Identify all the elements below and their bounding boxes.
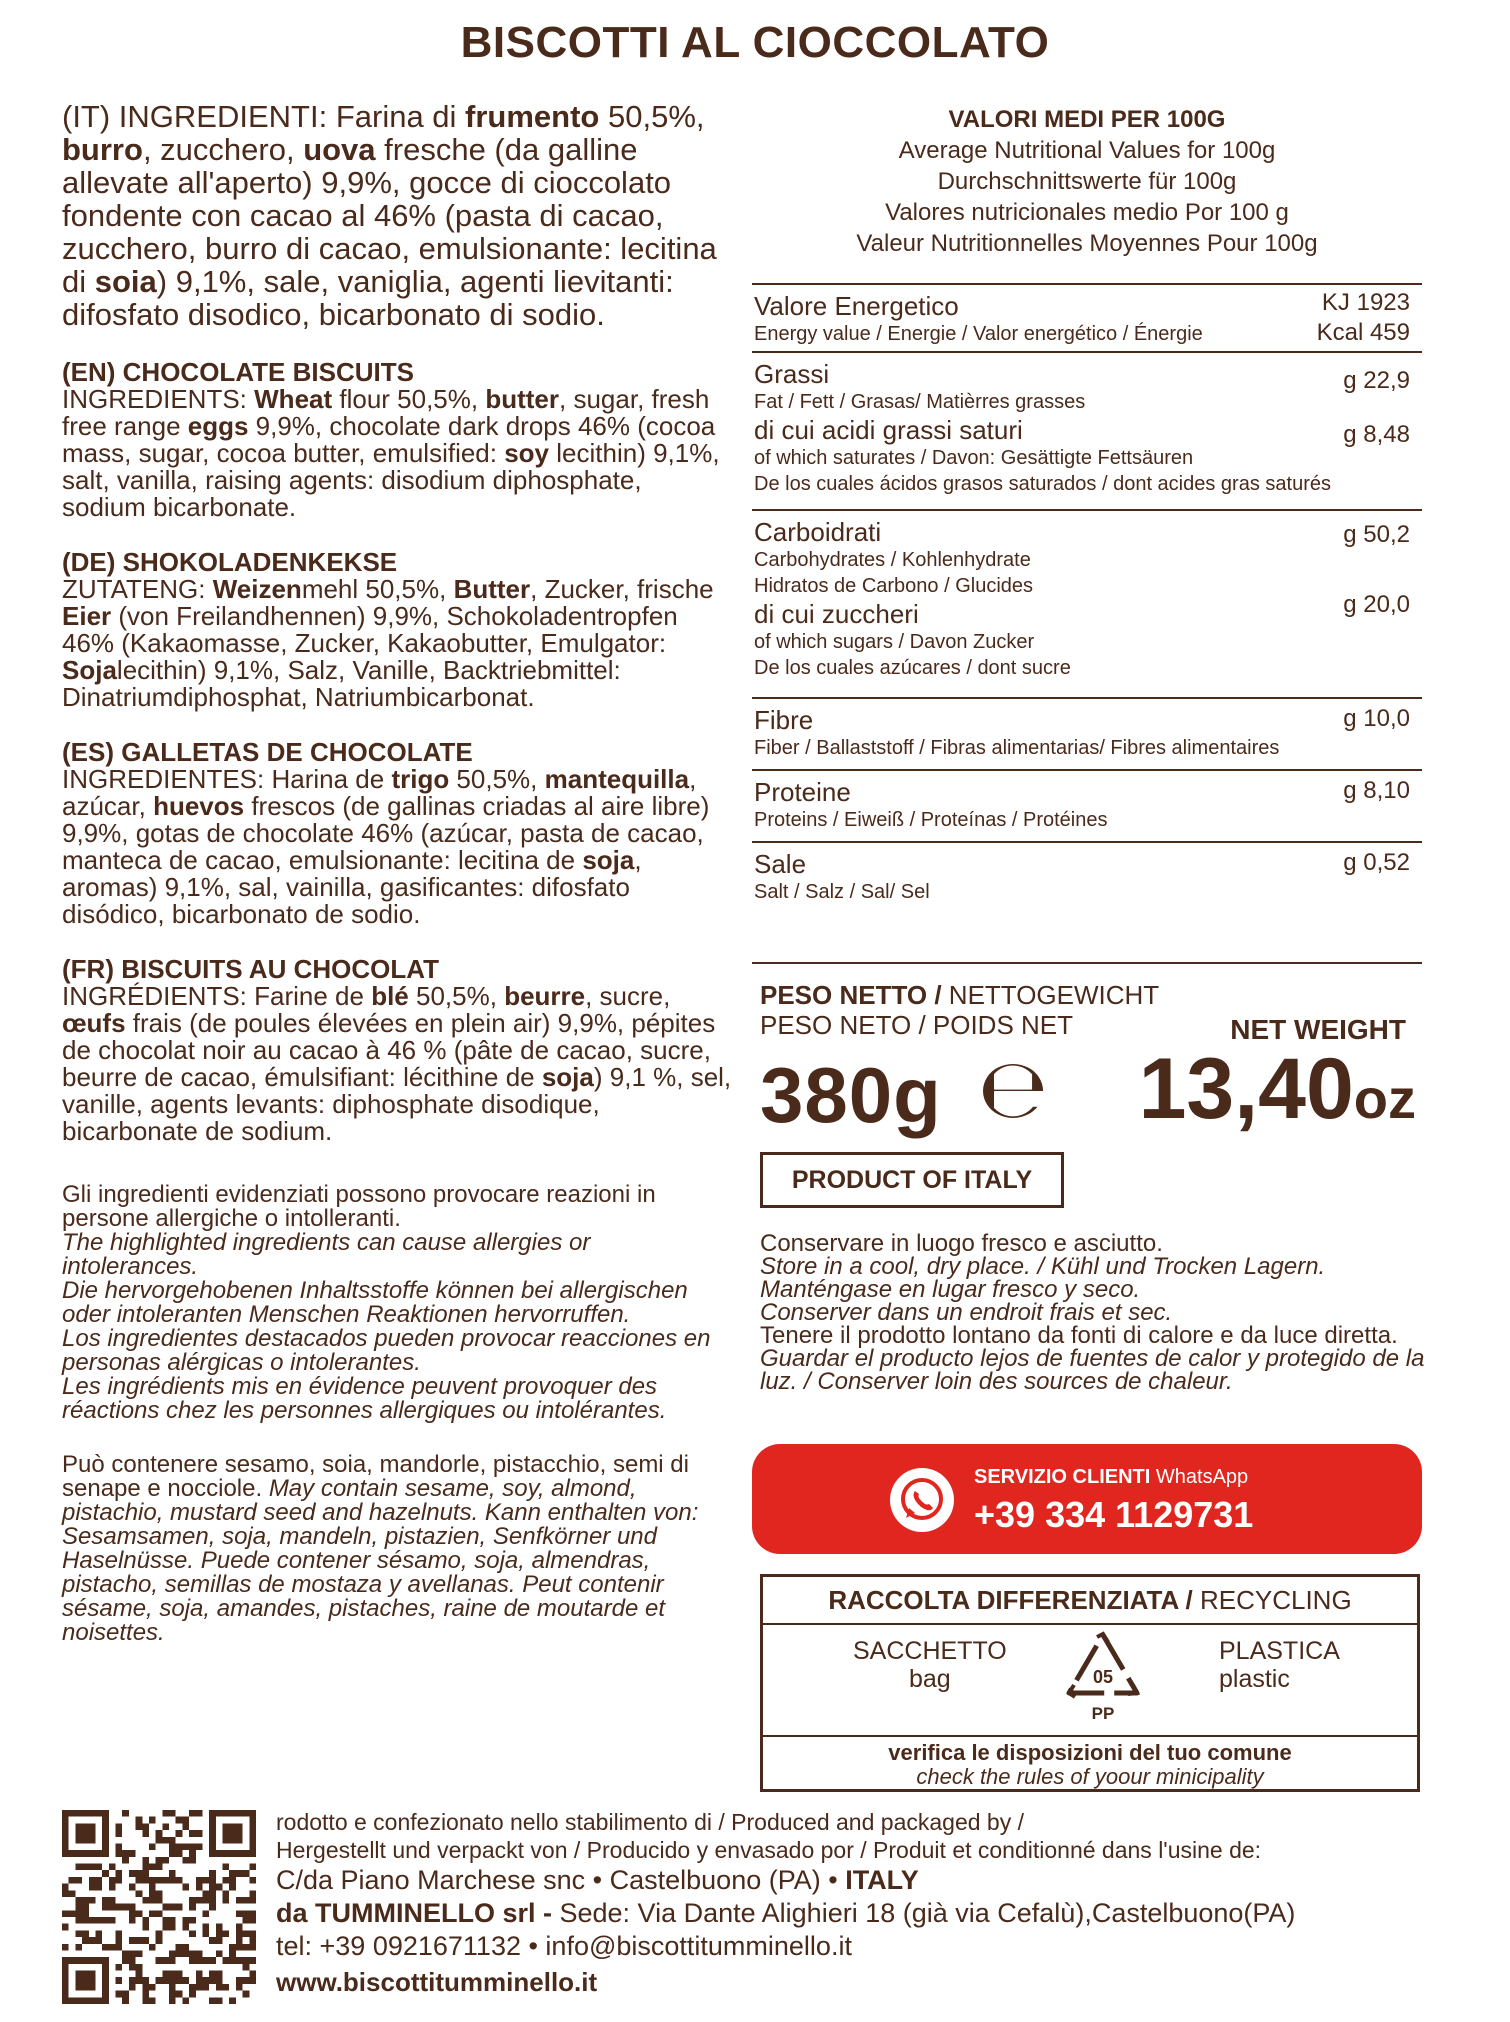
- net-weight-grams: 380g: [760, 1051, 942, 1139]
- net-weight-block: [760, 980, 1430, 1139]
- ingredients-fr: [62, 956, 732, 1145]
- ingredients-es-text: INGREDIENTES: Harina de trigo 50,5%, mantequilla, azúcar, huevos frescos (de gallinas criadas al aire libre) 9,9%, gotas de chocolate 46% (azúcar, pasta de cacao, manteca de cacao, emulsionante: lecitina de soja, aromas) 9,1%, sal, vainilla, gasificantes: difosfato disódico, bicarbonato de sodio.: [62, 764, 710, 929]
- plastic-label: plastic: [1219, 1665, 1290, 1693]
- sugars-sublabel-1: of which sugars / Davon Zucker: [754, 631, 1035, 653]
- fibre-sublabel: Fiber / Ballaststoff / Fibras alimentarias/ Fibres alimentaires: [754, 737, 1280, 759]
- nutrition-heading: [752, 104, 1422, 259]
- storage-instructions: Conservare in luogo fresco e asciutto. Store in a cool, dry place. / Kühl und Trocken Lagern. Manténgase en lugar fresco y seco. Conserver dans un endroit frais et sec. Tenere il prodotto lontano da fonti di calore e da luce diretta. Guardar el producto lejos de fuentes de calor y protegido de la luz. / Conserver loin des sources de chaleur.: [760, 1230, 1425, 1395]
- ingredients-en-text: INGREDIENTS: Wheat flour 50,5%, butter, sugar, fresh free range eggs 9,9%, chocolate dark drops 46% (cocoa mass, sugar, cocoa butter, emulsified: soy lecithin) 9,1%, salt, vanilla, raising agents: disodium diphosphate, sodium bicarbonate.: [62, 384, 720, 522]
- ingredients-de-heading: (DE) SHOKOLADENKEKSE: [62, 547, 398, 577]
- oz-number: 13,40: [1138, 1041, 1354, 1137]
- salt-label: Sale: [754, 849, 807, 879]
- company-sede: Sede: Via Dante Alighieri 18 (già via Cefalù),Castelbuono(PA): [559, 1898, 1296, 1928]
- protein-sublabel: Proteins / Eiweiß / Proteínas / Protéines: [754, 809, 1108, 831]
- nutrition-row-salt: [752, 843, 1422, 915]
- net-weight-en-label: NET WEIGHT: [1230, 1014, 1406, 1045]
- ingredients-fr-text: INGRÉDIENTS: Farine de blé 50,5%, beurre, sucre, œufs frais (de poules élevées en plein air) 9,9%, pépites de chocolat noir au cacao à 46 % (pâte de cacao, sucre, beurre de cacao, émulsifiant: lécithine de soja) 9,1 %, sel, vanille, agents levants: diphosphate disodique, bicarbonate de sodium.: [62, 981, 732, 1146]
- producer-line-1: rodotto e confezionato nello stabilimento di / Produced and packaged by /: [276, 1809, 1024, 1835]
- plastica-label: PLASTICA: [1219, 1637, 1340, 1665]
- whatsapp-customer-service-button[interactable]: [752, 1444, 1422, 1554]
- salt-sublabel: Salt / Salz / Sal/ Sel: [754, 881, 930, 903]
- peso-netto-label: PESO NETTO /: [760, 980, 942, 1010]
- nutrition-heading-fr: Valeur Nutritionnelles Moyennes Pour 100g: [856, 230, 1318, 257]
- may-contain-notes: Può contenere sesamo, soia, mandorle, pistacchio, semi di senape e nocciole. May contain sesame, soy, almond, pistachio, mustard seed and hazelnuts. Kann enthalten von: Sesamsamen, soja, mandeln, pistazien, Senfkörner und Haselnüsse. Puede contener sésamo, soja, almendras, pistacho, semillas de mostaza y avellanas. Peut contenir sésame, soja, amandes, pistaches, raine de moutarde et noisettes.: [62, 1451, 699, 1646]
- sugars-sublabel-2: De los cuales azúcares / dont sucre: [754, 657, 1071, 679]
- nutrition-heading-main: VALORI MEDI PER 100G: [948, 106, 1226, 133]
- ingredients-de: [62, 549, 732, 711]
- recycle-pp-icon: [1063, 1631, 1143, 1727]
- protein-label: Proteine: [754, 777, 851, 807]
- energy-sublabel: Energy value / Energie / Valor energético / Énergie: [754, 323, 1203, 345]
- energy-kcal: Kcal 459: [1316, 319, 1410, 346]
- whatsapp-word: WhatsApp: [1150, 1466, 1249, 1488]
- producer-address-text: C/da Piano Marchese snc • Castelbuono (PA) •: [276, 1865, 846, 1895]
- saturates-sublabel-1: of which saturates / Davon: Gesättigte Fettsäuren: [754, 447, 1194, 469]
- fibre-label: Fibre: [754, 705, 814, 735]
- ingredients-es: [62, 739, 732, 928]
- nutrition-row-fat: [752, 353, 1422, 511]
- recycling-box: [760, 1574, 1420, 1792]
- fibre-value: g 10,0: [1343, 705, 1410, 732]
- ingredients-es-heading: (ES) GALLETAS DE CHOCOLATE: [62, 737, 473, 767]
- saturates-label: di cui acidi grassi saturi: [754, 415, 1023, 445]
- carbs-sublabel-1: Carbohydrates / Kohlenhydrate: [754, 549, 1031, 571]
- ingredients-it: (IT) INGREDIENTI: Farina di frumento 50,5%, burro, zucchero, uova fresche (da galline allevate all'aperto) 9,9%, gocce di cioccolato fondente con cacao al 46% (pasta di cacao, zucchero, burro di cacao, emulsionante: lecitina di soia) 9,1%, sale, vaniglia, agenti lievitanti: difosfato disodico, bicarbonato di sodio.: [62, 99, 717, 332]
- whatsapp-icon: [890, 1468, 954, 1532]
- recycling-heading: [763, 1577, 1417, 1625]
- nutrition-heading-es: Valores nutricionales medio Por 100 g: [885, 199, 1289, 226]
- sugars-value: g 20,0: [1343, 591, 1410, 618]
- servizio-clienti-label: SERVIZIO CLIENTI: [974, 1466, 1151, 1488]
- recycling-footer: [763, 1735, 1417, 1789]
- nettogewicht-label: NETTOGEWICHT: [941, 980, 1160, 1010]
- recycle-code: 05: [1092, 1667, 1114, 1687]
- carbs-label: Carboidrati: [754, 517, 882, 547]
- nutrition-heading-en: Average Nutritional Values for 100g: [898, 137, 1276, 164]
- producer-contact[interactable]: tel: +39 0921671132 • info@biscottitumminello.it: [276, 1931, 852, 1961]
- ingredients-en: [62, 359, 732, 521]
- fat-label: Grassi: [754, 359, 830, 389]
- ingredients-column: [62, 100, 732, 1645]
- nutrition-row-energy: [752, 285, 1422, 353]
- bag-label: bag: [909, 1665, 951, 1693]
- energy-label: Valore Energetico: [754, 291, 959, 321]
- recycling-label: RECYCLING: [1192, 1585, 1352, 1615]
- estimated-sign-icon: ℮: [978, 1042, 1049, 1137]
- salt-value: g 0,52: [1343, 849, 1410, 876]
- product-of-italy-badge: PRODUCT OF ITALY: [760, 1152, 1064, 1208]
- ingredients-fr-heading: (FR) BISCUITS AU CHOCOLAT: [62, 954, 439, 984]
- producer-country: ITALY: [845, 1865, 919, 1895]
- qr-code[interactable]: [62, 1810, 256, 2004]
- producer-company: [276, 1897, 1476, 1930]
- nutrition-row-fibre: [752, 699, 1422, 771]
- raccolta-label: RACCOLTA DIFFERENZIATA /: [828, 1585, 1193, 1615]
- producer-address: [276, 1864, 1476, 1897]
- net-weight-label-2: PESO NETO / POIDS NET: [760, 1010, 1074, 1040]
- nutrition-column: [752, 104, 1422, 915]
- ingredients-de-text: ZUTATENG: Weizenmehl 50,5%, Butter, Zucker, frische Eier (von Freilandhennen) 9,9%, Schokoladentropfen 46% (Kakaomasse, Zucker, Kakaobutter, Emulgator: Sojalecithin) 9,1%, Salz, Vanille, Backtriebmittel: Dinatriumdiphosphat, Natriumbicarbonat.: [62, 574, 714, 712]
- nutrition-row-protein: [752, 771, 1422, 843]
- protein-value: g 8,10: [1343, 777, 1410, 804]
- net-weight-ounces: [1139, 1040, 1416, 1139]
- website-link[interactable]: www.biscottitumminello.it: [276, 1967, 598, 1997]
- oz-unit: oz: [1353, 1067, 1416, 1130]
- producer-info: [276, 1808, 1476, 2001]
- sugars-label: di cui zuccheri: [754, 599, 919, 629]
- whatsapp-phone-number[interactable]: +39 334 1129731: [974, 1494, 1254, 1535]
- saturates-value: g 8,48: [1343, 421, 1410, 448]
- nutrition-heading-de: Durchschnittswerte für 100g: [937, 168, 1237, 195]
- recycling-item-plastic: [1219, 1637, 1340, 1693]
- net-weight-label-1: [760, 980, 1430, 1010]
- allergen-notes: Gli ingredienti evidenziati possono provocare reazioni in persone allergiche o intolleranti. The highlighted ingredients can cause allergies or intolerances. Die hervorgehobenen Inhaltsstoffe können bei allergischen oder intoleranten Menschen Reaktionen hervorruffen. Los ingredientes destacados pueden provocar reacciones en personas alérgicas o intolerantes. Les ingrédients mis en évidence peuvent provoquer des réactions chez les personnes allergiques ou intolérantes.: [62, 1181, 711, 1424]
- fat-value: g 22,9: [1343, 367, 1410, 394]
- energy-kj: KJ 1923: [1321, 289, 1410, 316]
- recycling-item-bag: [853, 1637, 1007, 1693]
- saturates-sublabel-2: De los cuales ácidos grasos saturados / dont acides gras saturés: [754, 473, 1331, 495]
- recycle-material: PP: [1091, 1704, 1115, 1723]
- company-name: da TUMMINELLO srl -: [276, 1898, 560, 1928]
- fat-sublabel: Fat / Fett / Grasas/ Matièrres grasses: [754, 391, 1086, 413]
- carbs-value: g 50,2: [1343, 521, 1410, 548]
- ingredients-en-heading: (EN) CHOCOLATE BISCUITS: [62, 357, 414, 387]
- nutrition-row-carbs: [752, 511, 1422, 699]
- recycling-verify-it: verifica le disposizioni del tuo comune: [888, 1740, 1292, 1765]
- carbs-sublabel-2: Hidratos de Carbono / Glucides: [754, 575, 1034, 597]
- weight-divider: [752, 962, 1422, 964]
- product-title: BISCOTTI AL CIOCCOLATO: [460, 18, 1050, 67]
- whatsapp-label: [974, 1466, 1248, 1489]
- nutrition-table: [752, 283, 1422, 915]
- recycling-verify-en: check the rules of yoour minicipality: [916, 1764, 1264, 1789]
- producer-line-2: Hergestellt und verpackt von / Producido y envasado por / Produit et conditionné dans l'usine de:: [276, 1837, 1262, 1863]
- sacchetto-label: SACCHETTO: [853, 1637, 1007, 1665]
